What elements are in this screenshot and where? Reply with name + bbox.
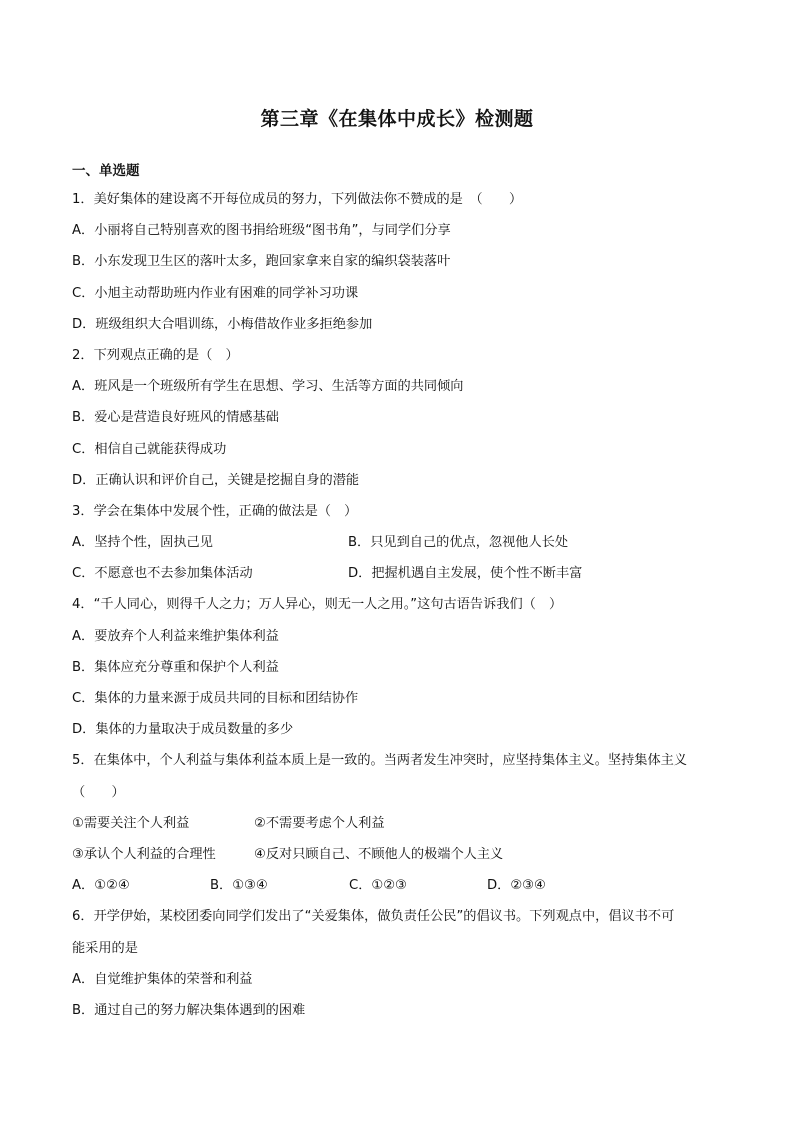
- question-stem-continued: 能采用的是: [72, 940, 138, 956]
- statement-3: ③承认个人利益的合理性: [72, 846, 216, 862]
- option-a: A．要放弃个人利益来维护集体利益: [72, 628, 279, 644]
- statement-row: [72, 839, 732, 870]
- question-content: [72, 158, 732, 1026]
- option-d: D．集体的力量取决于成员数量的多少: [72, 722, 294, 738]
- option-a: A．①②④: [72, 878, 130, 894]
- option-b: B．小东发现卫生区的落叶太多，跑回家拿来自家的编织袋装落叶: [72, 254, 451, 270]
- option-row: [72, 527, 732, 558]
- statement-4: ④反对只顾自己、不顾他人的极端个人主义: [254, 846, 504, 862]
- statement-2: ②不需要考虑个人利益: [254, 815, 385, 831]
- section-heading: 一、单选题: [72, 163, 140, 179]
- option-d: D．正确认识和评价自己，关键是挖掘自身的潜能: [72, 472, 360, 488]
- statement-row: [72, 808, 732, 839]
- option-b: B．①③④: [210, 878, 268, 894]
- option-b: B．集体应充分尊重和保护个人利益: [72, 659, 279, 675]
- option-b: B．只见到自己的优点，忽视他人长处: [348, 535, 569, 551]
- option-row: [72, 558, 732, 589]
- question-stem-continued: （ ）: [72, 784, 125, 800]
- option-c: C．不愿意也不去参加集体活动: [72, 566, 253, 582]
- question-stem: 4．“千人同心，则得千人之力；万人异心，则无一人之用。”这句古语告诉我们（ ）: [72, 597, 563, 613]
- option-a: A．小丽将自己特别喜欢的图书捐给班级“图书角”，与同学们分享: [72, 223, 451, 239]
- option-c: C．①②③: [349, 878, 407, 894]
- question-stem: 3．学会在集体中发展个性，正确的做法是（ ）: [72, 503, 358, 519]
- option-d: D．班级组织大合唱训练，小梅借故作业多拒绝参加: [72, 316, 373, 332]
- option-d: D．把握机遇自主发展，使个性不断丰富: [348, 566, 583, 582]
- question-1: [72, 184, 732, 340]
- statement-1: ①需要关注个人利益: [72, 815, 190, 831]
- option-c: C．相信自己就能获得成功: [72, 441, 227, 457]
- option-c: C．集体的力量来源于成员共同的目标和团结协作: [72, 691, 359, 706]
- question-stem: 6．开学伊始，某校团委向同学们发出了“关爱集体，做负责任公民”的倡议书。下列观点中，倡议书不可: [72, 909, 675, 925]
- option-d: D．②③④: [487, 878, 546, 894]
- question-stem: 1．美好集体的建设离不开每位成员的努力，下列做法你不赞成的是 （ ）: [72, 192, 523, 207]
- question-4: [72, 589, 732, 745]
- question-stem: 2．下列观点正确的是（ ）: [72, 347, 239, 363]
- question-stem: 5．在集体中，个人利益与集体利益本质上是一致的。当两者发生冲突时，应坚持集体主义。坚持集体主义: [72, 753, 688, 769]
- question-5: [72, 745, 732, 901]
- page-title: 第三章《在集体中成长》检测题: [260, 108, 534, 130]
- option-a: A．自觉维护集体的荣誉和利益: [72, 971, 253, 987]
- question-6: [72, 901, 732, 1026]
- option-a: A．坚持个性，固执己见: [72, 535, 213, 551]
- question-3: [72, 496, 732, 590]
- option-row: [72, 870, 732, 901]
- option-b: B．爱心是营造良好班风的情感基础: [72, 410, 279, 426]
- question-2: [72, 340, 732, 496]
- option-c: C．小旭主动帮助班内作业有困难的同学补习功课: [72, 285, 359, 301]
- option-a: A．班风是一个班级所有学生在思想、学习、生活等方面的共同倾向: [72, 379, 464, 395]
- option-b: B．通过自己的努力解决集体遇到的困难: [72, 1002, 306, 1018]
